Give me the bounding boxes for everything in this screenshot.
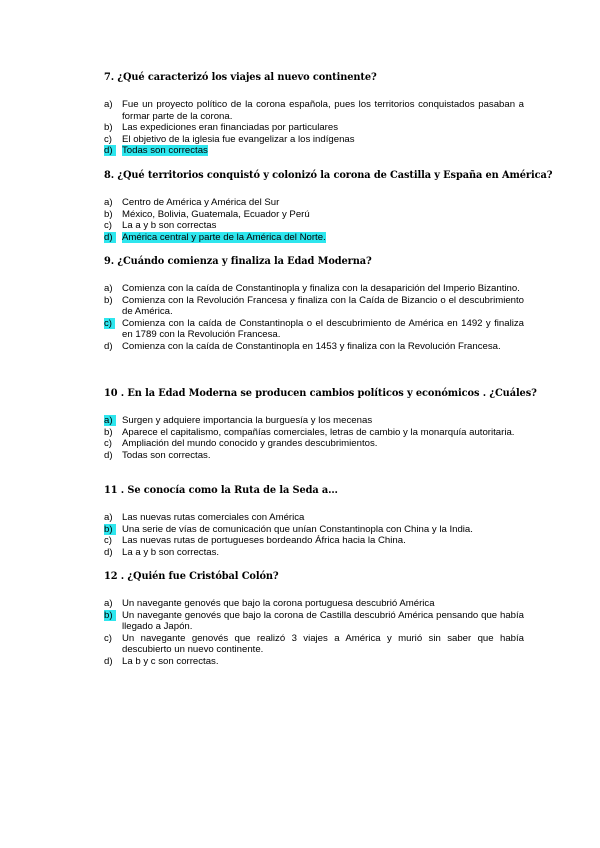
option-d: d) Comienza con la caída de Constantinopla en 1453 y finaliza con la Revolución Francesa. <box>104 340 501 352</box>
option-d: d) La a y b son correctas. <box>104 546 220 558</box>
option-c-highlighted: c) Comienza con la caída de Constantinopla o el descubrimiento de América en 1492 y finaliza en 1789 con la Revolución Francesa. <box>104 317 524 341</box>
question-title: 8. ¿Qué territorios conquistó y colonizó la corona de Castilla y España en América? <box>104 170 553 181</box>
option-c: c) Las nuevas rutas de portugueses bordeando África hacia la China. <box>104 535 406 547</box>
option-d: d) Todas son correctas. <box>104 449 211 461</box>
question-11 <box>104 485 524 558</box>
option-d: d) La b y c son correctas. <box>104 655 219 667</box>
question-10 <box>104 388 537 461</box>
question-title: 9. ¿Cuándo comienza y finaliza la Edad Moderna? <box>104 256 372 267</box>
question-title: 12 . ¿Quién fue Cristóbal Colón? <box>104 571 279 582</box>
option-a: a) Centro de América y América del Sur <box>104 197 280 208</box>
option-c: c) Un navegante genovés que realizó 3 viajes a América y murió sin saber que había descubierto un nuevo continente. <box>104 632 524 656</box>
option-b: b) México, Bolivia, Guatemala, Ecuador y Perú <box>104 208 310 220</box>
question-8 <box>104 170 553 243</box>
option-b: b) Comienza con la Revolución Francesa y finaliza con la Caída de Bizancio o el descubrimiento de América. <box>104 294 524 318</box>
question-title: 10 . En la Edad Moderna se producen cambios políticos y económicos . ¿Cuáles? <box>104 388 537 399</box>
option-c: c) El objetivo de la iglesia fue evangelizar a los indígenas <box>104 133 355 145</box>
question-12 <box>104 571 524 668</box>
option-a: a) Un navegante genovés que bajo la corona portuguesa descubrió América <box>104 598 435 609</box>
option-a-highlighted: a) Surgen y adquiere importancia la burguesía y los mecenas <box>104 415 373 426</box>
question-9 <box>104 256 524 353</box>
option-b-highlighted: b) Un navegante genovés que bajo la corona de Castilla descubrió América pensando que había llegado a Japón. <box>104 609 524 633</box>
question-title: 11 . Se conocía como la Ruta de la Seda a… <box>104 485 338 496</box>
question-7 <box>104 72 524 157</box>
option-c: c) Ampliación del mundo conocido y grandes descubrimientos. <box>104 438 378 450</box>
option-a: a) Las nuevas rutas comerciales con América <box>104 512 305 523</box>
option-a: a) Fue un proyecto político de la corona española, pues los territorios conquistados pasaban a formar parte de la corona. <box>104 99 524 122</box>
option-a: a) Comienza con la caída de Constantinopla y finaliza con la desaparición del Imperio Bizantino. <box>104 283 520 294</box>
option-b: b) Las expediciones eran financiadas por particulares <box>104 122 338 134</box>
option-d-highlighted: d) Todas son correctas <box>104 145 208 157</box>
option-b-highlighted: b) Una serie de vías de comunicación que unían Constantinopla con China y la India. <box>104 523 473 535</box>
option-b: b) Aparece el capitalismo, compañías comerciales, letras de cambio y la monarquía autoritaria. <box>104 426 515 438</box>
option-c: c) La a y b son correctas <box>104 220 217 232</box>
option-d-highlighted: d) América central y parte de la América del Norte. <box>104 231 326 243</box>
question-title: 7. ¿Qué caracterizó los viajes al nuevo continente? <box>104 72 377 83</box>
